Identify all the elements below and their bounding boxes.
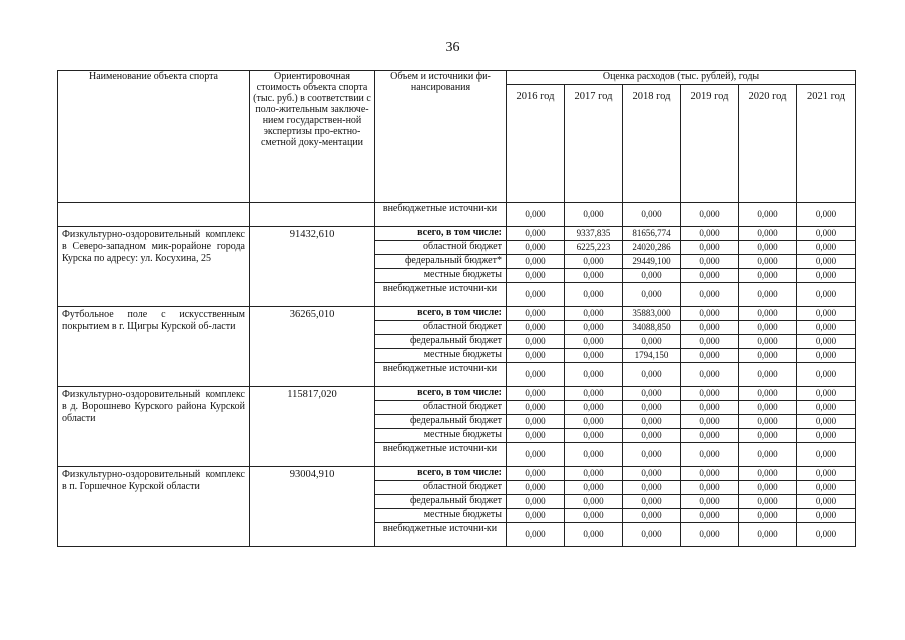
value-cell: 0,000 [507,203,565,227]
source-label: местные бюджеты [375,509,507,523]
value-cell: 0,000 [565,363,623,387]
header-cost: Ориентировочная стоимость объекта спорта (тыс. руб.) в соответствии с поло-жительным заключе-нием государствен-ной экспертизы про-ектно-сметной доку-ментации [250,71,375,203]
table-row [58,387,856,401]
value-cell: 0,000 [739,401,797,415]
value-cell: 0,000 [739,269,797,283]
value-cell: 0,000 [565,203,623,227]
source-label: местные бюджеты [375,269,507,283]
value-cell: 0,000 [739,227,797,241]
value-cell: 0,000 [681,283,739,307]
header-year: 2020 год [739,85,797,203]
value-cell: 0,000 [565,467,623,481]
value-cell: 0,000 [739,203,797,227]
value-cell: 6225,223 [565,241,623,255]
value-cell: 0,000 [797,481,856,495]
object-cost: 93004,910 [250,467,375,547]
value-cell: 0,000 [507,227,565,241]
value-cell: 0,000 [681,523,739,547]
value-cell: 0,000 [681,443,739,467]
header-year: 2021 год [797,85,856,203]
table-row [58,227,856,241]
value-cell: 0,000 [797,227,856,241]
value-cell: 0,000 [623,269,681,283]
value-cell: 0,000 [623,387,681,401]
source-label: областной бюджет [375,481,507,495]
value-cell: 0,000 [507,481,565,495]
value-cell: 0,000 [681,307,739,321]
source-label: всего, в том числе: [375,387,507,401]
value-cell: 34088,850 [623,321,681,335]
value-cell: 0,000 [797,255,856,269]
table-row [58,467,856,481]
value-cell: 0,000 [507,283,565,307]
value-cell: 0,000 [681,363,739,387]
value-cell: 0,000 [565,495,623,509]
value-cell: 0,000 [565,387,623,401]
value-cell: 0,000 [739,523,797,547]
value-cell: 0,000 [797,429,856,443]
value-cell: 0,000 [565,321,623,335]
value-cell: 0,000 [565,429,623,443]
object-cost: 91432,610 [250,227,375,307]
value-cell: 0,000 [797,321,856,335]
value-cell: 0,000 [565,307,623,321]
source-label: внебюджетные источни-ки [375,363,507,387]
header-year: 2017 год [565,85,623,203]
source-label: внебюджетные источни-ки [375,283,507,307]
empty-cell [250,203,375,227]
value-cell: 0,000 [507,401,565,415]
value-cell: 81656,774 [623,227,681,241]
source-label: внебюджетные источни-ки [375,203,507,227]
value-cell: 0,000 [739,429,797,443]
value-cell: 0,000 [739,387,797,401]
source-label: всего, в том числе: [375,307,507,321]
value-cell: 0,000 [623,495,681,509]
object-cost: 115817,020 [250,387,375,467]
value-cell: 0,000 [623,203,681,227]
header-estimate: Оценка расходов (тыс. рублей), годы [507,71,856,85]
value-cell: 0,000 [797,387,856,401]
source-label: федеральный бюджет [375,335,507,349]
header-year: 2018 год [623,85,681,203]
value-cell: 0,000 [739,509,797,523]
value-cell: 0,000 [681,467,739,481]
object-name: Физкультурно-оздоровительный комплекс в д. Ворошнево Курского района Курской области [58,387,250,467]
value-cell: 0,000 [739,349,797,363]
value-cell: 0,000 [565,335,623,349]
value-cell: 9337,835 [565,227,623,241]
value-cell: 0,000 [623,509,681,523]
value-cell: 0,000 [739,321,797,335]
value-cell: 0,000 [565,481,623,495]
value-cell: 0,000 [623,467,681,481]
source-label: федеральный бюджет [375,415,507,429]
source-label: областной бюджет [375,321,507,335]
value-cell: 0,000 [507,467,565,481]
value-cell: 0,000 [681,401,739,415]
source-label: местные бюджеты [375,349,507,363]
value-cell: 0,000 [623,415,681,429]
header-object-name: Наименование объекта спорта [58,71,250,203]
value-cell: 0,000 [565,283,623,307]
source-label: всего, в том числе: [375,227,507,241]
source-label: областной бюджет [375,241,507,255]
table-row [58,307,856,321]
value-cell: 0,000 [681,495,739,509]
value-cell: 0,000 [507,523,565,547]
value-cell: 0,000 [623,401,681,415]
value-cell: 0,000 [739,467,797,481]
source-label: внебюджетные источни-ки [375,443,507,467]
value-cell: 0,000 [797,523,856,547]
source-label: внебюджетные источни-ки [375,523,507,547]
value-cell: 0,000 [797,335,856,349]
value-cell: 0,000 [565,509,623,523]
value-cell: 0,000 [681,227,739,241]
value-cell: 0,000 [565,401,623,415]
value-cell: 29449,100 [623,255,681,269]
value-cell: 0,000 [507,415,565,429]
value-cell: 0,000 [507,429,565,443]
value-cell: 0,000 [507,255,565,269]
value-cell: 0,000 [681,269,739,283]
value-cell: 0,000 [507,495,565,509]
value-cell: 0,000 [681,255,739,269]
value-cell: 0,000 [681,349,739,363]
value-cell: 0,000 [739,307,797,321]
value-cell: 0,000 [797,283,856,307]
value-cell: 0,000 [681,415,739,429]
value-cell: 0,000 [739,255,797,269]
value-cell: 0,000 [739,443,797,467]
value-cell: 0,000 [623,523,681,547]
value-cell: 0,000 [797,241,856,255]
source-label: местные бюджеты [375,429,507,443]
value-cell: 0,000 [739,283,797,307]
value-cell: 0,000 [739,495,797,509]
object-name: Футбольное поле с искусственным покрытием в г. Щигры Курской об-ласти [58,307,250,387]
source-label: всего, в том числе: [375,467,507,481]
object-cost: 36265,010 [250,307,375,387]
header-year: 2019 год [681,85,739,203]
value-cell: 35883,000 [623,307,681,321]
value-cell: 0,000 [565,349,623,363]
value-cell: 0,000 [797,415,856,429]
value-cell: 0,000 [681,321,739,335]
value-cell: 0,000 [623,335,681,349]
value-cell: 0,000 [797,349,856,363]
value-cell: 0,000 [565,269,623,283]
value-cell: 0,000 [797,401,856,415]
expenditure-table [57,70,856,547]
value-cell: 0,000 [623,283,681,307]
value-cell: 0,000 [797,269,856,283]
value-cell: 0,000 [565,523,623,547]
value-cell: 0,000 [681,241,739,255]
object-name: Физкультурно-оздоровительный комплекс в Северо-западном мик-рорайоне города Курска по адресу: ул. Косухина, 25 [58,227,250,307]
value-cell: 1794,150 [623,349,681,363]
value-cell: 0,000 [739,335,797,349]
source-label: федеральный бюджет* [375,255,507,269]
empty-cell [58,203,250,227]
value-cell: 0,000 [507,307,565,321]
header-year: 2016 год [507,85,565,203]
value-cell: 0,000 [797,509,856,523]
value-cell: 0,000 [565,415,623,429]
value-cell: 0,000 [739,415,797,429]
value-cell: 0,000 [507,363,565,387]
value-cell: 0,000 [507,241,565,255]
value-cell: 0,000 [739,363,797,387]
value-cell: 0,000 [681,335,739,349]
table-row [58,203,856,227]
value-cell: 0,000 [681,509,739,523]
value-cell: 0,000 [797,363,856,387]
object-name: Физкультурно-оздоровительный комплекс в п. Горшечное Курской области [58,467,250,547]
value-cell: 0,000 [507,335,565,349]
page-number: 36 [445,40,460,55]
value-cell: 0,000 [507,349,565,363]
value-cell: 0,000 [623,429,681,443]
value-cell: 0,000 [565,255,623,269]
value-cell: 0,000 [797,495,856,509]
value-cell: 0,000 [797,307,856,321]
value-cell: 0,000 [681,429,739,443]
value-cell: 0,000 [681,387,739,401]
value-cell: 0,000 [797,443,856,467]
value-cell: 0,000 [623,443,681,467]
value-cell: 0,000 [623,363,681,387]
value-cell: 0,000 [797,467,856,481]
value-cell: 0,000 [681,481,739,495]
value-cell: 0,000 [797,203,856,227]
value-cell: 0,000 [739,481,797,495]
header-sources: Объем и источники фи-нансирования [375,71,507,203]
source-label: федеральный бюджет [375,495,507,509]
value-cell: 0,000 [681,203,739,227]
value-cell: 0,000 [623,481,681,495]
value-cell: 24020,286 [623,241,681,255]
value-cell: 0,000 [507,321,565,335]
value-cell: 0,000 [507,509,565,523]
value-cell: 0,000 [565,443,623,467]
source-label: областной бюджет [375,401,507,415]
value-cell: 0,000 [507,269,565,283]
value-cell: 0,000 [507,443,565,467]
value-cell: 0,000 [739,241,797,255]
value-cell: 0,000 [507,387,565,401]
